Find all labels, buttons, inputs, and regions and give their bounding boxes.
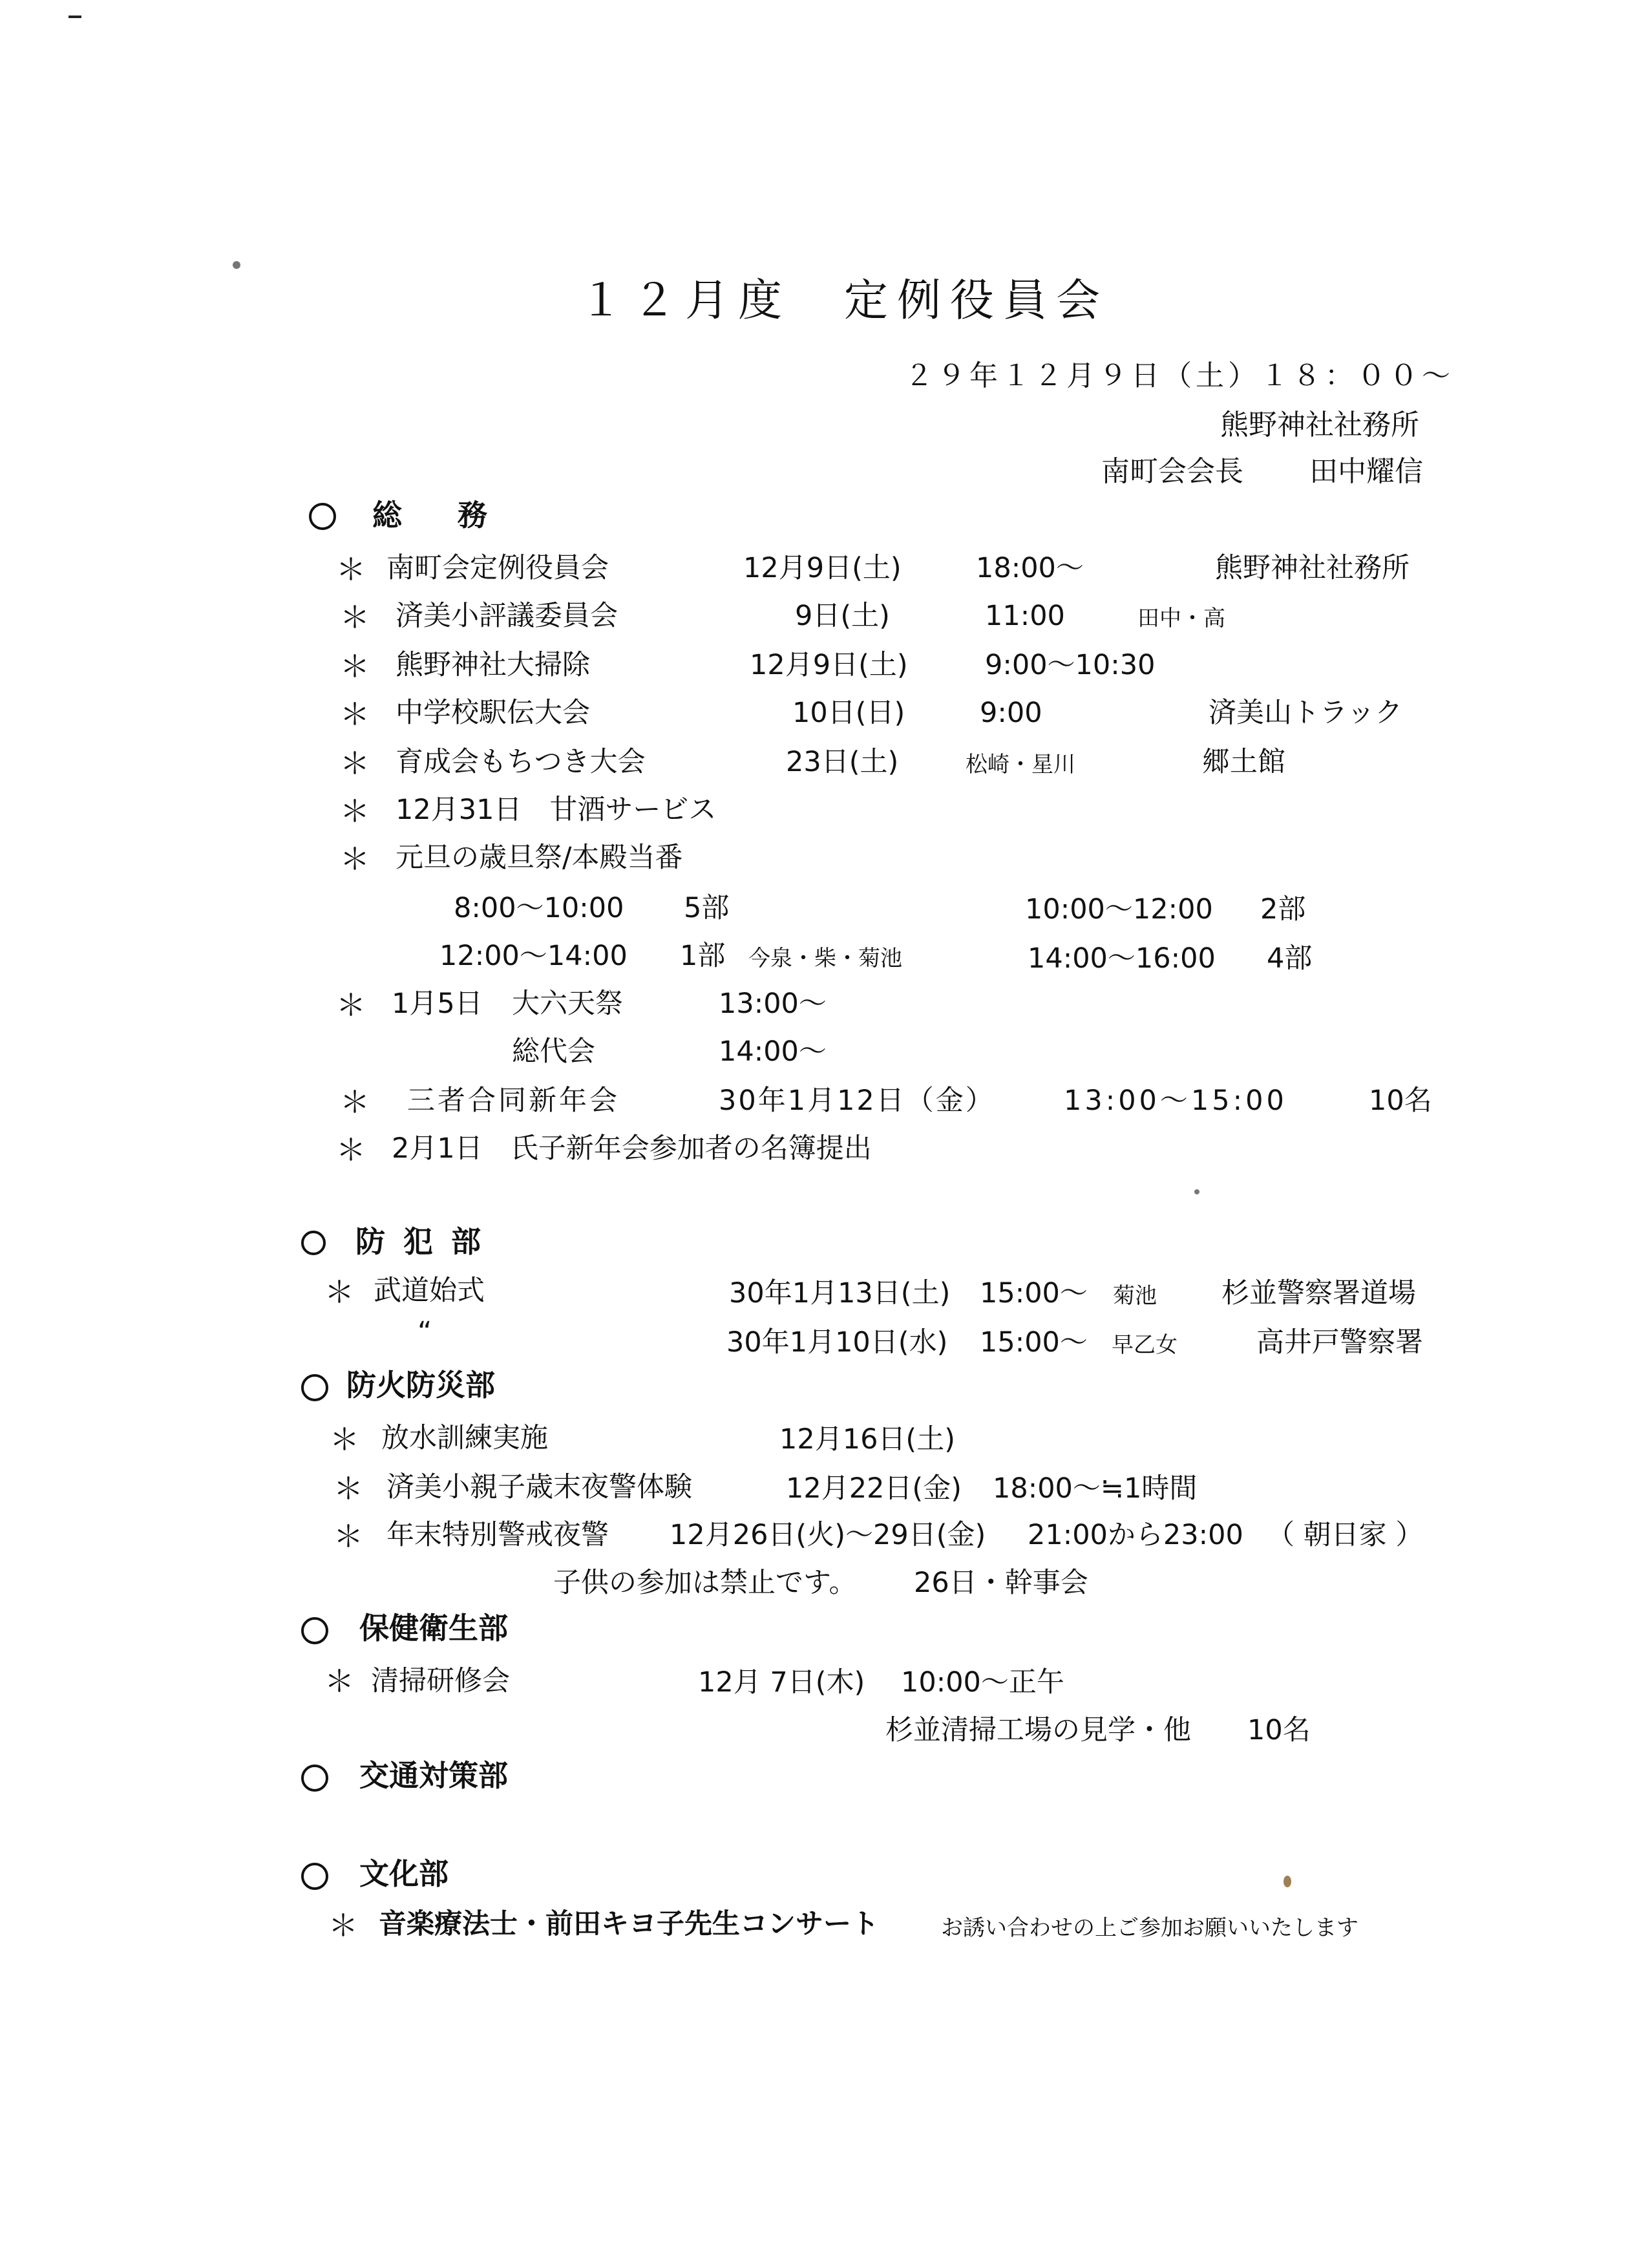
item-title: 熊野神社大掃除 [396, 649, 590, 681]
item-title: 南町会定例役員会 [386, 552, 609, 584]
item-title: 大六天祭 [512, 988, 623, 1020]
item-date: 12月26日(火)〜29日(金) [670, 1519, 986, 1551]
item-person: 田中・高 [1137, 606, 1225, 631]
item-title: 清掃研修会 [371, 1665, 510, 1697]
asterisk-icon: ＊ [336, 552, 366, 587]
shift-time: 8:00〜10:00 [454, 892, 624, 924]
scan-speck [233, 261, 240, 269]
asterisk-icon: ＊ [333, 1471, 363, 1506]
shift-dept: 5部 [684, 892, 730, 924]
section-heading-soumu: 総 務 [372, 498, 500, 533]
item-title: 済美小評議委員会 [396, 600, 618, 632]
item-note: 26日・幹事会 [914, 1567, 1088, 1599]
asterisk-icon: ＊ [336, 988, 366, 1023]
section-heading-hoken: 保健衛生部 [359, 1611, 508, 1646]
asterisk-icon: ＊ [340, 1085, 370, 1119]
item-time: 18:00〜≒1時間 [993, 1472, 1198, 1505]
chair-name: 田中耀信 [1309, 455, 1423, 488]
section-bullet-icon [301, 1863, 328, 1890]
shift-time: 14:00〜16:00 [1028, 942, 1216, 975]
item-time: 21:00から23:00 [1028, 1519, 1243, 1551]
section-heading-koutsuu: 交通対策部 [359, 1758, 508, 1793]
asterisk-icon: ＊ [336, 1132, 366, 1167]
item-time: 14:00〜 [719, 1035, 827, 1068]
scan-speck [1194, 1189, 1199, 1194]
item-count: 10名 [1369, 1085, 1432, 1117]
item-title: 済美小親子歳末夜警体験 [386, 1471, 692, 1503]
asterisk-icon: ＊ [340, 697, 370, 732]
item-person: 早乙女 [1112, 1332, 1178, 1358]
item-place: 高井戸警察署 [1256, 1326, 1423, 1359]
shift-dept: 1部 [680, 940, 726, 972]
item-count: 10名 [1247, 1714, 1311, 1746]
asterisk-icon: ＊ [340, 842, 370, 876]
asterisk-icon: ＊ [340, 746, 370, 781]
item-note: 杉並清掃工場の見学・他 [885, 1714, 1191, 1746]
item-place: 郷土館 [1202, 746, 1285, 778]
item-note: （ 朝日家 ） [1267, 1519, 1424, 1551]
asterisk-icon: ＊ [328, 1908, 358, 1943]
item-person: 松崎・星川 [966, 752, 1075, 778]
item-date: 30年1月13日(土) [729, 1277, 951, 1309]
item-title: 中学校駅伝大会 [396, 697, 590, 729]
item-date: 30年1月12日（金） [719, 1085, 995, 1117]
item-title: 12月31日 甘酒サービス [396, 794, 717, 826]
asterisk-icon: ＊ [330, 1422, 359, 1457]
item-title: 音楽療法士・前田キヨ子先生コンサート [379, 1908, 879, 1940]
section-bullet-icon [301, 1231, 326, 1255]
section-heading-bouhan: 防 犯 部 [355, 1224, 485, 1259]
item-time: 9:00〜10:30 [985, 649, 1156, 681]
asterisk-icon: ＊ [340, 794, 370, 829]
item-person: 菊池 [1113, 1283, 1157, 1309]
item-time: 15:00〜 [980, 1277, 1088, 1309]
item-time: 13:00〜 [719, 988, 827, 1020]
item-time: 10:00〜正午 [901, 1666, 1064, 1699]
asterisk-icon: ＊ [324, 1664, 354, 1699]
section-bullet-icon [309, 503, 336, 530]
item-time: 11:00 [985, 600, 1065, 632]
item-date: 30年1月10日(水) [726, 1326, 948, 1359]
item-place: 杉並警察署道場 [1221, 1277, 1416, 1309]
asterisk-icon: ＊ [324, 1275, 354, 1309]
section-bullet-icon [301, 1617, 328, 1644]
item-date: 12月16日(土) [779, 1423, 955, 1456]
item-title: 元旦の歳旦祭/本殿当番 [396, 842, 683, 874]
item-time: 18:00〜 [976, 552, 1084, 584]
section-heading-bunka: 文化部 [359, 1856, 449, 1891]
item-title: 育成会もちつき大会 [396, 746, 646, 778]
scan-speck [1284, 1876, 1291, 1887]
item-date: 1月5日 [392, 988, 483, 1020]
item-date: 9日(土) [795, 600, 890, 632]
item-note: 子供の参加は禁止です。 [553, 1567, 857, 1599]
page-title: １２月度 定例役員会 [579, 275, 1110, 326]
item-date: 10日(日) [792, 697, 905, 729]
asterisk-icon: ＊ [340, 600, 370, 635]
shift-time: 10:00〜12:00 [1025, 893, 1213, 926]
asterisk-icon: ＊ [333, 1519, 363, 1554]
section-heading-bouka: 防火防災部 [346, 1368, 495, 1403]
shift-person: 今泉・柴・菊池 [748, 946, 902, 971]
item-time: 9:00 [980, 697, 1042, 729]
item-title: 三者合同新年会 [407, 1085, 620, 1117]
shift-time: 12:00〜14:00 [439, 940, 628, 972]
item-title: 総代会 [512, 1035, 595, 1068]
item-date: 12月22日(金) [786, 1472, 962, 1505]
meeting-venue: 熊野神社社務所 [1220, 408, 1419, 441]
item-place: 熊野神社社務所 [1215, 552, 1410, 584]
item-title: 放水訓練実施 [381, 1422, 548, 1454]
item-title: 2月1日 氏子新年会参加者の名簿提出 [392, 1132, 872, 1165]
item-title: 年末特別警戒夜警 [386, 1519, 609, 1551]
chair-role: 南町会会長 [1101, 455, 1243, 488]
item-note: お誘い合わせの上ご参加お願いいたします [941, 1915, 1358, 1941]
item-date: 12月9日(土) [750, 649, 908, 681]
section-bullet-icon [301, 1765, 328, 1792]
item-date: 23日(土) [786, 746, 899, 778]
item-title: 武道始式 [374, 1275, 485, 1307]
item-time: 13:00〜15:00 [1064, 1085, 1287, 1117]
item-place: 済美山トラック [1209, 697, 1403, 729]
scan-mark [69, 16, 81, 18]
shift-dept: 4部 [1267, 942, 1313, 975]
meeting-datetime: ２９年１２月９日（土）１８：００〜 [905, 359, 1454, 392]
item-date: 12月 7日(木) [698, 1666, 865, 1699]
item-date: 12月9日(土) [743, 552, 902, 584]
ditto-mark: “ [417, 1316, 432, 1348]
asterisk-icon: ＊ [340, 649, 370, 684]
item-time: 15:00〜 [980, 1326, 1088, 1359]
shift-dept: 2部 [1260, 893, 1306, 926]
section-bullet-icon [301, 1374, 328, 1401]
